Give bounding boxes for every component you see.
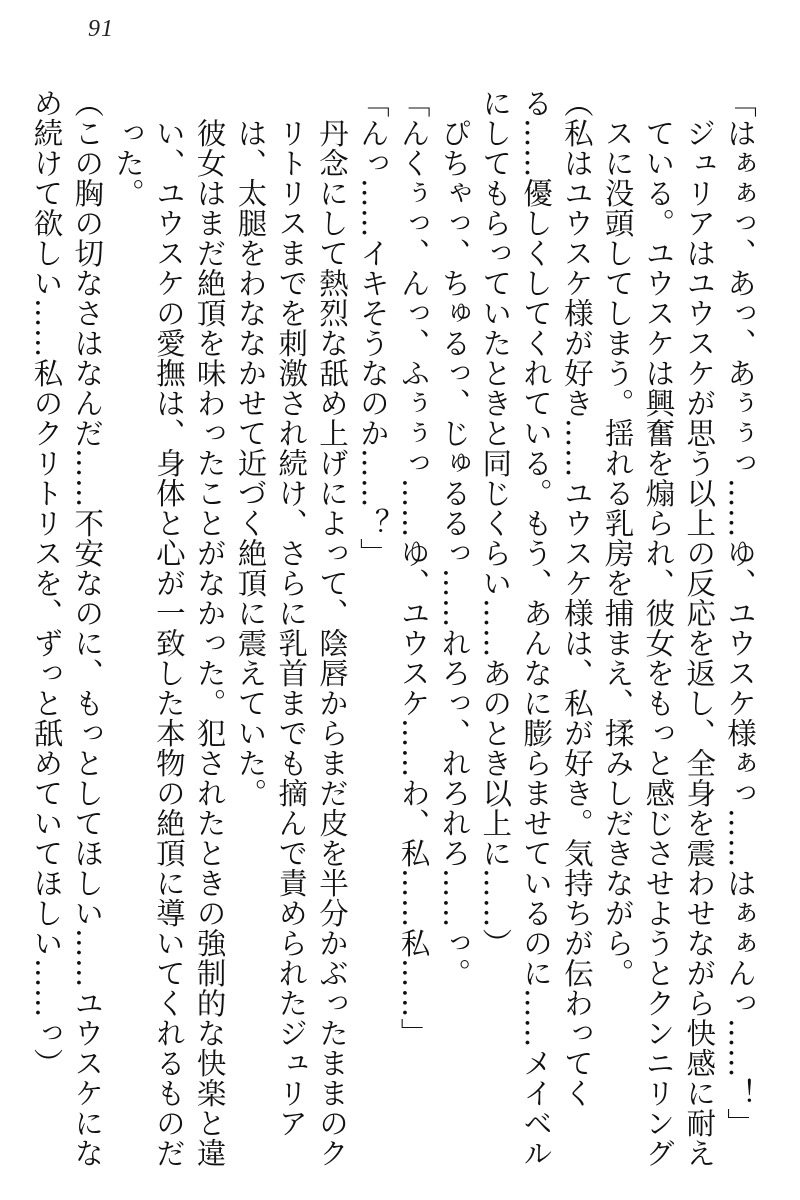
page-number: 91 [88, 16, 114, 42]
paragraph-8: 彼女はまだ絶頂を味わったことがなかった。犯されたときの強制的な快楽と違い、ユウスケの愛撫は、身体と心が一致した本物の絶頂に導いてくれるものだった。 [111, 117, 227, 1168]
paragraph-1: 「はぁぁっ、あっ、あぅぅっ……ゆ、ユウスケ様ぁっ……はぁぁんっ……！」 [723, 88, 757, 1138]
body-text [29, 88, 760, 1168]
paragraph-3: （私はユウスケ様が好き……ユウスケ様は、私が好き。気持ちが伝わってくる……優しくしてくれている。もう、あんなに膨らませているのに……メイベルにしてもらっていたときと同じくらい……あのとき以上に……） [478, 88, 594, 1168]
paragraph-7: 丹念にして熱烈な舐め上げによって、陰唇からまだ皮を半分かぶったままのクリトリスまでを刺激され続け、さらに乳首までも摘んで責められたジュリアは、太腿をわななかせて近づく絶頂に震えていた。 [233, 117, 350, 1168]
paragraph-5: 「んくぅっ、んっ、ふぅぅっ……ゆ、ユウスケ……わ、私……私……」 [396, 88, 431, 1048]
paragraph-9: （この胸の切なさはなんだ……不安なのに、もっとしてほしい……ユウスケになめ続けて欲しい……私のクリトリスを、ずっと舐めていてほしい……っ） [29, 88, 105, 1168]
paragraph-4: ぴちゃっ、ちゅるっ、じゅるるっ……れろっ、れろれろ……っ。 [437, 117, 472, 988]
paragraph-2: ジュリアはユウスケが思う以上の反応を返し、全身を震わせながら快感に耐えている。ユウスケは興奮を煽られ、彼女をもっと感じさせようとクンニリングスに没頭してしまう。揺れる乳房を捕まえ、揉みしだきながら。 [600, 117, 717, 1168]
paragraph-6: 「んっ……イキそうなのか……？」 [355, 88, 390, 568]
